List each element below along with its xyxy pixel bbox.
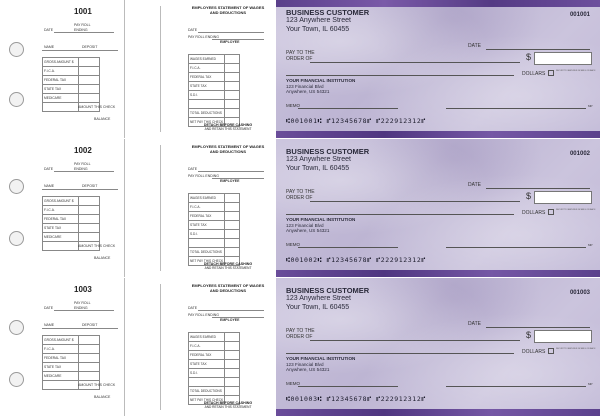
payee-line — [310, 201, 520, 202]
memo-label: MEMO — [286, 103, 300, 108]
bank-address: 123 Financial Blvd Anywhere, US 54321 — [286, 362, 330, 373]
statement-date-label: DATE — [188, 28, 198, 32]
stub-name-label: NAME — [44, 184, 55, 188]
stub-number: 1001 — [74, 7, 92, 16]
stub-balance-label: BALANCE — [94, 395, 111, 399]
stub-row-label — [43, 242, 79, 251]
statement-row-label: TOTAL DEDUCTIONS — [189, 109, 225, 118]
bank-address: 123 Financial Blvd Anywhere, US 54321 — [286, 223, 330, 234]
pay-to-label: PAY TO THE ORDER OF — [286, 328, 315, 340]
statement-date-label: DATE — [188, 167, 198, 171]
pay-to-label: PAY TO THE ORDER OF — [286, 189, 315, 201]
amount-words-line — [286, 353, 514, 354]
customer-street: 123 Anywhere Street — [286, 295, 351, 302]
statement-row-label: FEDERAL TAX — [189, 212, 225, 221]
amount-words-line — [286, 214, 514, 215]
stub-name-label: NAME — [44, 45, 55, 49]
wage-statement — [180, 278, 276, 416]
mp-label: MP — [588, 382, 593, 386]
check-face — [276, 278, 600, 416]
stub-name-line — [42, 328, 118, 329]
detach-label: DETACH BEFORE CASHING — [203, 262, 253, 266]
bank-name: YOUR FINANCIAL INSTITUTION — [286, 356, 356, 361]
statement-detach-note — [188, 401, 268, 409]
check-number: 001003 — [569, 290, 590, 296]
date-label: DATE — [468, 182, 481, 188]
stub-row-label: MEDICARE — [43, 372, 79, 381]
customer-city: Your Town, IL 60455 — [286, 304, 350, 311]
stub-ending-label: ENDING — [74, 167, 88, 171]
micr-line: ⑆001003⑆ ⑈12345678⑈ ⑈222912312⑈ — [286, 395, 426, 403]
check-bottom-band — [276, 270, 600, 277]
stub-row-label: F.I.C.A. — [43, 345, 79, 354]
statement-title: EMPLOYEES STATEMENT OF WAGES AND DEDUCTIONS — [191, 283, 265, 293]
dollars-label: DOLLARS — [522, 349, 546, 355]
check-bottom-band — [276, 409, 600, 416]
stub-ledger-table — [42, 196, 100, 251]
stub-date-line — [54, 32, 114, 33]
statement-date-line — [198, 171, 264, 172]
statement-row-label: NET PAY THIS CHECK — [189, 396, 225, 405]
statement-row-label: S.D.I. — [189, 91, 225, 100]
dollar-sign: $ — [526, 330, 532, 340]
statement-deduction-table — [188, 54, 240, 127]
memo-label: MEMO — [286, 242, 300, 247]
statement-row-label: WAGES EARNED — [189, 194, 225, 203]
customer-street: 123 Anywhere Street — [286, 156, 351, 163]
signature-line — [446, 247, 586, 248]
stub-row-label: FEDERAL TAX — [43, 354, 79, 363]
security-note: SECURITY FEATURES DETAILS ON BACK — [556, 209, 596, 211]
security-note: SECURITY FEATURES DETAILS ON BACK — [556, 70, 596, 72]
statement-period-label: PAY ROLL ENDING — [188, 313, 219, 317]
customer-name: BUSINESS CUSTOMER — [286, 286, 370, 295]
stub-number: 1003 — [74, 285, 92, 294]
stub-pay-roll-label: PAY ROLL — [74, 23, 91, 27]
check-top-band — [276, 0, 600, 7]
check-stub — [34, 278, 125, 416]
padlock-icon — [548, 209, 554, 215]
check-row-2 — [0, 139, 600, 277]
date-line — [486, 327, 590, 328]
statement-period-label: PAY ROLL ENDING — [188, 35, 219, 39]
stub-row-label: STATE TAX — [43, 363, 79, 372]
stub-row-label: STATE TAX — [43, 224, 79, 233]
statement-row-label — [189, 100, 225, 109]
check-stub — [34, 139, 125, 277]
stub-date-label: DATE — [44, 167, 54, 171]
stub-number: 1002 — [74, 146, 92, 155]
bank-name: YOUR FINANCIAL INSTITUTION — [286, 78, 356, 83]
memo-line — [298, 108, 398, 109]
stub-deposit-label: DEPOSIT — [82, 184, 98, 188]
statement-deduction-table — [188, 332, 240, 405]
padlock-icon — [548, 348, 554, 354]
stub-row-label: F.I.C.A. — [43, 206, 79, 215]
date-label: DATE — [468, 321, 481, 327]
stub-ledger-table — [42, 57, 100, 112]
memo-line — [298, 247, 398, 248]
stub-row-label: STATE TAX — [43, 85, 79, 94]
amount-box — [534, 191, 592, 204]
statement-date-label: DATE — [188, 306, 198, 310]
statement-employee-label: EMPLOYEE — [220, 179, 240, 183]
statement-employee-label: EMPLOYEE — [220, 318, 240, 322]
amount-box — [534, 52, 592, 65]
statement-row-label — [189, 378, 225, 387]
customer-city: Your Town, IL 60455 — [286, 165, 350, 172]
statement-row-label: STATE TAX — [189, 221, 225, 230]
stub-row-label: FEDERAL TAX — [43, 215, 79, 224]
stub-pay-roll-label: PAY ROLL — [74, 301, 91, 305]
wage-statement — [180, 139, 276, 277]
statement-row-label: TOTAL DEDUCTIONS — [189, 248, 225, 257]
stub-row-label: MEDICARE — [43, 233, 79, 242]
statement-row-label: FEDERAL TAX — [189, 351, 225, 360]
stub-date-label: DATE — [44, 28, 54, 32]
statement-row-label: STATE TAX — [189, 360, 225, 369]
stub-row-label: GROSS AMOUNT $ — [43, 197, 79, 206]
retain-label: AND RETAIN THIS STATEMENT — [204, 266, 252, 270]
check-face — [276, 0, 600, 138]
date-label: DATE — [468, 43, 481, 49]
statement-row-label — [189, 239, 225, 248]
binder-hole-icon — [9, 42, 24, 57]
stub-amount-this-check: AMOUNT THIS CHECK — [78, 383, 116, 387]
statement-row-label: NET PAY THIS CHECK — [189, 257, 225, 266]
stub-row-label — [43, 381, 79, 390]
statement-date-line — [198, 310, 264, 311]
statement-row-label: FEDERAL TAX — [189, 73, 225, 82]
statement-employee-label: EMPLOYEE — [220, 40, 240, 44]
mp-label: MP — [588, 104, 593, 108]
binder-hole-icon — [9, 231, 24, 246]
amount-words-line — [286, 75, 514, 76]
pay-to-label: PAY TO THE ORDER OF — [286, 50, 315, 62]
statement-period-label: PAY ROLL ENDING — [188, 174, 219, 178]
stub-amount-this-check: AMOUNT THIS CHECK — [78, 244, 116, 248]
stub-balance-label: BALANCE — [94, 117, 111, 121]
mp-label: MP — [588, 243, 593, 247]
amount-box — [534, 330, 592, 343]
stub-row-label: GROSS AMOUNT $ — [43, 58, 79, 67]
check-bottom-band — [276, 131, 600, 138]
binder-hole-icon — [9, 320, 24, 335]
customer-name: BUSINESS CUSTOMER — [286, 147, 370, 156]
customer-name: BUSINESS CUSTOMER — [286, 8, 370, 17]
detach-label: DETACH BEFORE CASHING — [203, 123, 253, 127]
micr-line: ⑆001001⑆ ⑈12345678⑈ ⑈222912312⑈ — [286, 117, 426, 125]
customer-city: Your Town, IL 60455 — [286, 26, 350, 33]
stub-row-label: FEDERAL TAX — [43, 76, 79, 85]
statement-row-label: WAGES EARNED — [189, 333, 225, 342]
perforation-line — [160, 6, 161, 132]
security-note: SECURITY FEATURES DETAILS ON BACK — [556, 348, 596, 350]
binder-hole-icon — [9, 372, 24, 387]
stub-name-line — [42, 189, 118, 190]
memo-line — [298, 386, 398, 387]
statement-row-label: F.I.C.A. — [189, 64, 225, 73]
check-number: 001001 — [569, 12, 590, 18]
stub-ledger-table — [42, 335, 100, 390]
statement-title: EMPLOYEES STATEMENT OF WAGES AND DEDUCTIONS — [191, 5, 265, 15]
stub-date-label: DATE — [44, 306, 54, 310]
stub-name-line — [42, 50, 118, 51]
check-row-1 — [0, 0, 600, 138]
stub-ending-label: ENDING — [74, 306, 88, 310]
perforation-line — [160, 145, 161, 271]
check-row-3 — [0, 278, 600, 416]
stub-balance-label: BALANCE — [94, 256, 111, 260]
binder-hole-icon — [9, 92, 24, 107]
stub-row-label: GROSS AMOUNT $ — [43, 336, 79, 345]
bank-address: 123 Financial Blvd Anywhere, US 54321 — [286, 84, 330, 95]
stub-row-label: MEDICARE — [43, 94, 79, 103]
stub-ending-label: ENDING — [74, 28, 88, 32]
statement-row-label: S.D.I. — [189, 230, 225, 239]
statement-detach-note — [188, 262, 268, 270]
date-line — [486, 49, 590, 50]
check-stub — [34, 0, 125, 138]
date-line — [486, 188, 590, 189]
retain-label: AND RETAIN THIS STATEMENT — [204, 405, 252, 409]
statement-row-label: F.I.C.A. — [189, 203, 225, 212]
signature-line — [446, 386, 586, 387]
payee-line — [310, 340, 520, 341]
payee-line — [310, 62, 520, 63]
dollars-label: DOLLARS — [522, 210, 546, 216]
wage-statement — [180, 0, 276, 138]
statement-row-label: NET PAY THIS CHECK — [189, 118, 225, 127]
stub-date-line — [54, 310, 114, 311]
detach-label: DETACH BEFORE CASHING — [203, 401, 253, 405]
retain-label: AND RETAIN THIS STATEMENT — [204, 127, 252, 131]
stub-row-label — [43, 103, 79, 112]
stub-amount-this-check: AMOUNT THIS CHECK — [78, 105, 116, 109]
binder-hole-icon — [9, 179, 24, 194]
statement-title: EMPLOYEES STATEMENT OF WAGES AND DEDUCTIONS — [191, 144, 265, 154]
stub-date-line — [54, 171, 114, 172]
statement-row-label: STATE TAX — [189, 82, 225, 91]
micr-line: ⑆001002⑆ ⑈12345678⑈ ⑈222912312⑈ — [286, 256, 426, 264]
dollar-sign: $ — [526, 52, 532, 62]
statement-row-label: TOTAL DEDUCTIONS — [189, 387, 225, 396]
statement-date-line — [198, 32, 264, 33]
dollar-sign: $ — [526, 191, 532, 201]
padlock-icon — [548, 70, 554, 76]
statement-deduction-table — [188, 193, 240, 266]
check-face — [276, 139, 600, 277]
customer-street: 123 Anywhere Street — [286, 17, 351, 24]
bank-name: YOUR FINANCIAL INSTITUTION — [286, 217, 356, 222]
check-number: 001002 — [569, 151, 590, 157]
statement-row-label: S.D.I. — [189, 369, 225, 378]
perforation-line — [160, 284, 161, 410]
signature-line — [446, 108, 586, 109]
dollars-label: DOLLARS — [522, 71, 546, 77]
stub-deposit-label: DEPOSIT — [82, 323, 98, 327]
stub-pay-roll-label: PAY ROLL — [74, 162, 91, 166]
stub-name-label: NAME — [44, 323, 55, 327]
statement-detach-note — [188, 123, 268, 131]
stub-row-label: F.I.C.A. — [43, 67, 79, 76]
stub-deposit-label: DEPOSIT — [82, 45, 98, 49]
statement-row-label: F.I.C.A. — [189, 342, 225, 351]
statement-row-label: WAGES EARNED — [189, 55, 225, 64]
memo-label: MEMO — [286, 381, 300, 386]
